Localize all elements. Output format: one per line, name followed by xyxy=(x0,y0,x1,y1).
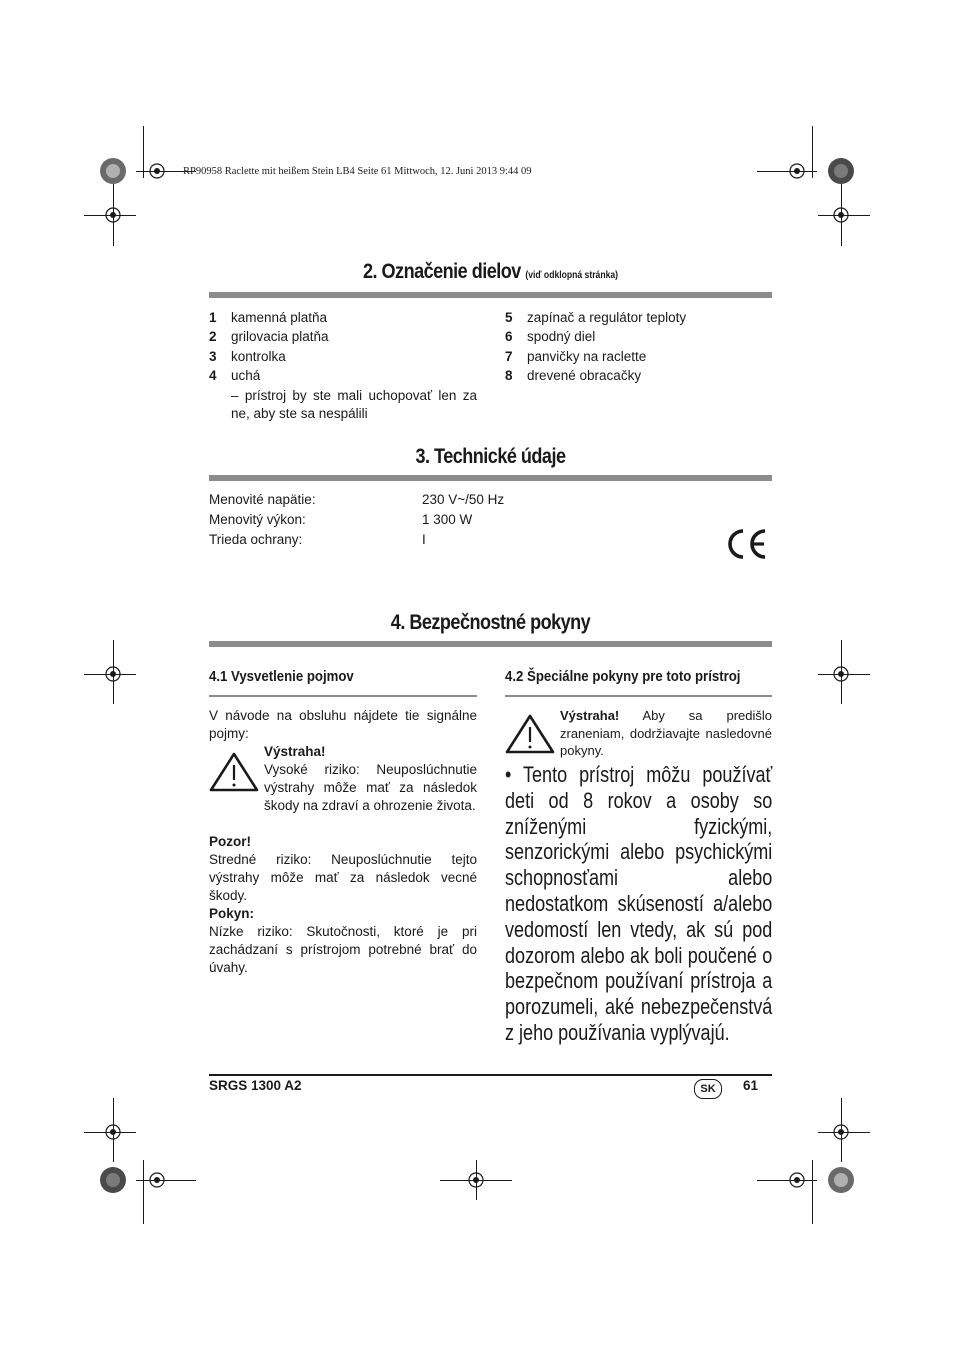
note-text: Nízke riziko: Skutočnosti, ktoré je pri zachádzaní s prístrojom potrebné brať do úvahy. xyxy=(209,924,477,975)
warning-text: Vysoké riziko: Neuposlúchnutie výstrahy môže mať za následok škody na zdraví a ohrozenie života. xyxy=(264,762,477,813)
section-rule xyxy=(209,641,772,647)
section-rule xyxy=(209,292,772,298)
note-label: Pokyn: xyxy=(209,906,255,921)
tech-value: I xyxy=(422,532,426,547)
warning-triangle-icon xyxy=(505,714,555,754)
section3-title: 3. Technické údaje xyxy=(415,445,566,468)
print-header: RP90958 Raclette mit heißem Stein LB4 Seite 61 Mittwoch, 12. Juni 2013 9:44 09 xyxy=(183,166,532,177)
ce-mark-icon xyxy=(724,527,768,561)
tech-label: Menovité napätie: xyxy=(209,492,316,507)
tech-value: 1 300 W xyxy=(422,512,473,527)
safety-bullet: • Tento prístroj môžu používať deti od 8 rokov a osoby so zníženými fyzickými, senzorickými alebo psychickými schopnosťami alebo nedostatkom skúseností a/alebo vedomostí len vtedy, ak sú pod dozorom alebo ak boli poučené o bezpečnom používaní prístroja a porozumeli, aké nebezpečenstvá z jeho používania vyplývajú. xyxy=(505,762,773,1045)
subsection-rule xyxy=(209,695,477,697)
section4-title: 4. Bezpečnostné pokyny xyxy=(390,611,591,634)
list-item: 6 spodný diel xyxy=(505,329,596,344)
warning-text: Aby sa predišlo zraneniam, dodržiavajte nasledovné pokyny. xyxy=(560,708,772,758)
list-item: 2 grilovacia platňa xyxy=(209,329,329,344)
section-title-parts xyxy=(248,260,732,284)
list-item: 5 zapínač a regulátor teploty xyxy=(505,310,687,325)
warning-block-4-2 xyxy=(560,707,772,760)
subsection-rule xyxy=(505,695,772,697)
section2-title-note: (viď odklopná stránka) xyxy=(525,270,619,281)
list-item: 1 kamenná platňa xyxy=(209,310,328,325)
warning-label: Výstraha! xyxy=(560,708,620,723)
page-number: 61 xyxy=(743,1078,759,1093)
caution-label: Pozor! xyxy=(209,834,251,849)
subsection-title-4-2: 4.2 Špeciálne pokyny pre toto prístroj xyxy=(505,668,741,685)
section2-title: 2. Označenie dielov xyxy=(362,260,521,283)
tech-label: Trieda ochrany: xyxy=(209,532,303,547)
list-item: 7 panvičky na raclette xyxy=(505,349,647,364)
list-item: 8 drevené obracačky xyxy=(505,368,642,383)
footer-model: SRGS 1300 A2 xyxy=(209,1078,302,1093)
warning-triangle-icon xyxy=(209,752,259,792)
language-badge: SK xyxy=(694,1079,722,1099)
footer-rule xyxy=(209,1074,772,1076)
intro-text: V návode na obsluhu nájdete tie signálne pojmy: xyxy=(209,708,477,741)
list-item: 4 uchá xyxy=(209,368,261,383)
parts-note: – prístroj by ste mali uchopovať len za ne, aby ste sa nespálili xyxy=(231,388,477,421)
section-rule xyxy=(209,475,772,481)
warning-label: Výstraha! xyxy=(264,744,326,759)
tech-value: 230 V~/50 Hz xyxy=(422,492,505,507)
caution-text: Stredné riziko: Neuposlúchnutie tejto výstrahy môže mať za následok vecné škody. xyxy=(209,852,477,903)
list-item: 3 kontrolka xyxy=(209,349,286,364)
tech-label: Menovitý výkon: xyxy=(209,512,306,527)
subsection-title-4-1: 4.1 Vysvetlenie pojmov xyxy=(209,668,354,685)
